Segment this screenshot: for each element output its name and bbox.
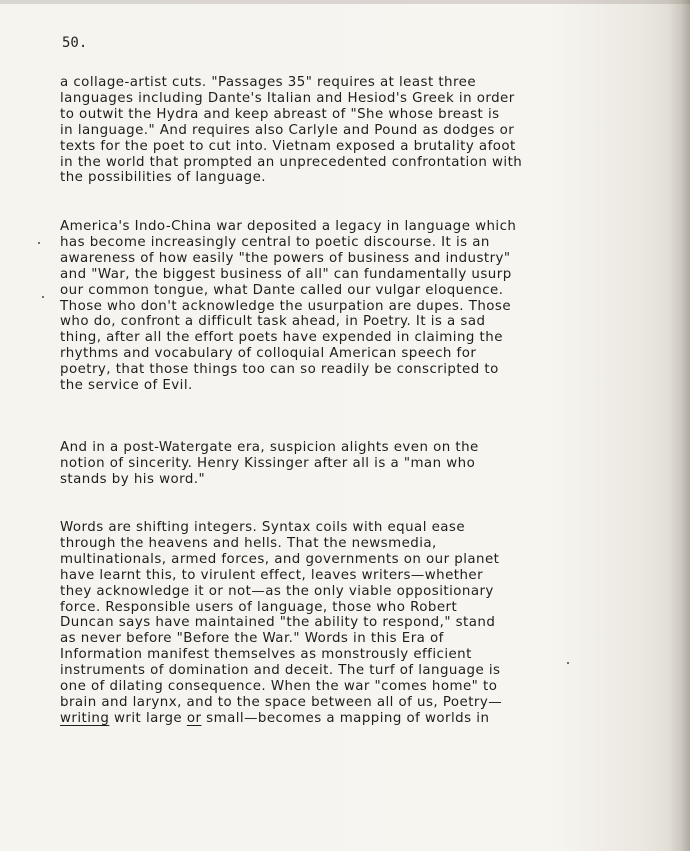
text-line: who do, confront a difficult task ahead, in Poetry. It is a sad [60, 314, 486, 330]
text-line: as never before "Before the War." Words in this Era of [60, 631, 444, 647]
text-line: Duncan says have maintained "the ability to respond," stand [60, 615, 496, 631]
text-line: have learnt this, to virulent effect, leaves writers—whether [60, 567, 484, 583]
text-line: one of dilating consequence. When the war "comes home" to [60, 679, 498, 695]
text-line: multinationals, armed forces, and governments on our planet [60, 551, 500, 567]
text-line: awareness of how easily "the powers of business and industry" [60, 250, 511, 266]
text-line [60, 711, 630, 727]
speck [567, 662, 569, 664]
text-line: Information manifest themselves as monstrously efficient [60, 647, 472, 663]
text-line: Those who don't acknowledge the usurpation are dupes. Those [60, 298, 512, 314]
text-line: Words are shifting integers. Syntax coils with equal ease [60, 520, 466, 535]
text-line: force. Responsible users of language, those who Robert [60, 599, 458, 615]
text-line: in the world that prompted an unprecedented confrontation with [60, 154, 523, 170]
text-line: brain and larynx, and to the space between all of us, Poetry— [60, 694, 503, 710]
text-line: And in a post-Watergate era, suspicion alights even on the [60, 440, 479, 455]
paragraph-4 [60, 520, 630, 727]
text-fragment: small—becomes a mapping of worlds in [201, 710, 490, 726]
paragraph-3 [60, 440, 630, 488]
text-line: notion of sincerity. Henry Kissinger after all is a "man who [60, 455, 476, 471]
text-line: in language." And requires also Carlyle and Pound as dodges or [60, 122, 515, 138]
text-line: our common tongue, what Dante called our vulgar eloquence. [60, 282, 504, 298]
text-line: instruments of domination and deceit. The turf of language is [60, 663, 501, 679]
page-binding-shadow [668, 0, 690, 851]
speck [38, 242, 40, 244]
text-line: stands by his word." [60, 471, 206, 487]
speck [42, 296, 44, 298]
page-number: 50. [62, 35, 88, 51]
text-fragment: writ large [109, 710, 187, 726]
text-line: a collage-artist cuts. "Passages 35" requires at least three [60, 75, 477, 90]
text-line: the possibilities of language. [60, 170, 266, 186]
text-line: texts for the poet to cut into. Vietnam exposed a brutality afoot [60, 138, 516, 154]
text-line: rhythms and vocabulary of colloquial American speech for [60, 346, 477, 362]
underlined-word: or [186, 710, 202, 726]
paragraph-2 [60, 219, 630, 394]
text-line: poetry, that those things too can so readily be conscripted to [60, 362, 499, 378]
text-line: America's Indo-China war deposited a legacy in language which [60, 219, 517, 234]
text-line: thing, after all the effort poets have expended in claiming the [60, 330, 503, 346]
text-line: has become increasingly central to poetic discourse. It is an [60, 234, 490, 250]
text-line: and "War, the biggest business of all" can fundamentally usurp [60, 266, 512, 282]
text-line: they acknowledge it or not—as the only viable oppositionary [60, 583, 494, 599]
paragraph-1 [60, 75, 630, 186]
text-line: the service of Evil. [60, 378, 193, 394]
page-top-edge [0, 0, 690, 4]
text-line: through the heavens and hells. That the newsmedia, [60, 535, 437, 551]
text-line: languages including Dante's Italian and Hesiod's Greek in order [60, 90, 515, 106]
text-line: to outwit the Hydra and keep abreast of "She whose breast is [60, 106, 500, 122]
underlined-word: writing [60, 710, 110, 726]
